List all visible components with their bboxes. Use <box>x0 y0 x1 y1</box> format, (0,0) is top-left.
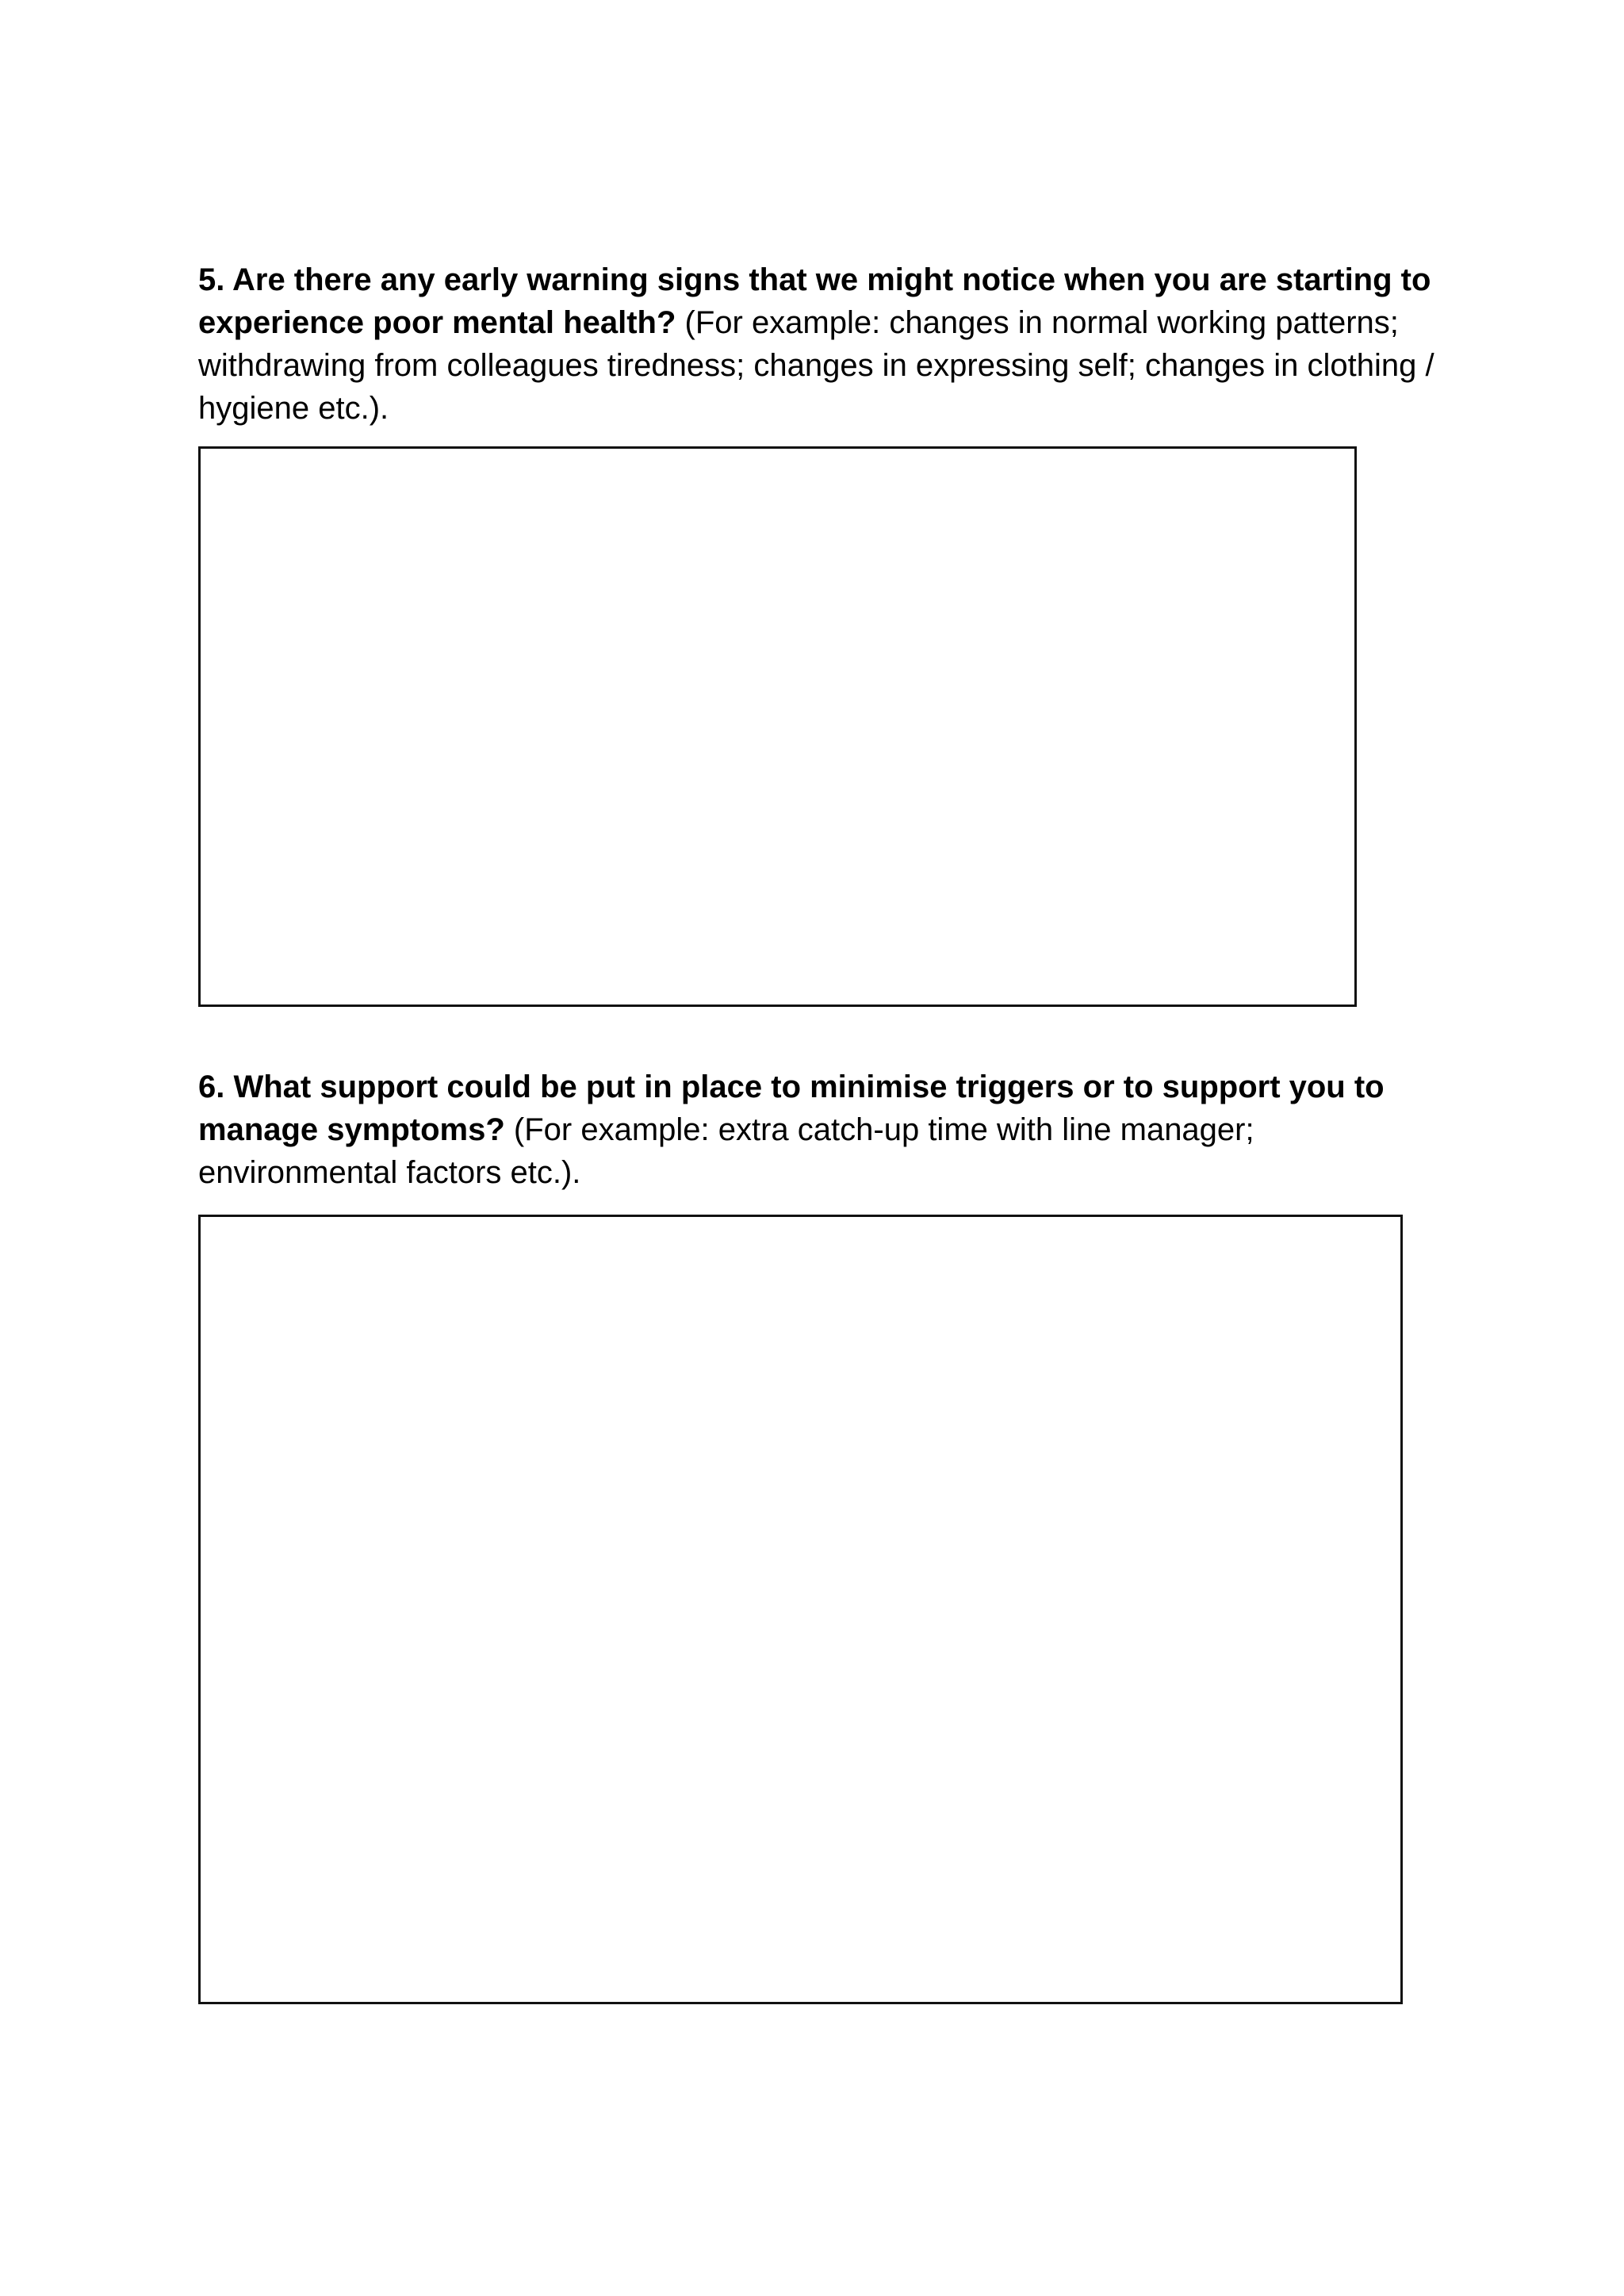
question-5 <box>198 258 1443 430</box>
question-5-answer-box[interactable] <box>198 446 1357 1007</box>
question-5-heading: 5. Are there any early warning signs that we might notice when you are starting to experience poor mental health? <box>198 262 1431 340</box>
question-5-guidance: (For example: changes in normal working patterns; withdrawing from colleagues tiredness; changes in expressing self; changes in clothing / hygiene etc.). <box>198 305 1434 426</box>
question-6 <box>198 1066 1443 1194</box>
question-6-heading: 6. What support could be put in place to minimise triggers or to support you to manage symptoms? <box>198 1070 1385 1147</box>
question-6-guidance: (For example: extra catch-up time with line manager; environmental factors etc.). <box>198 1112 1254 1190</box>
question-6-answer-box[interactable] <box>198 1215 1403 2004</box>
